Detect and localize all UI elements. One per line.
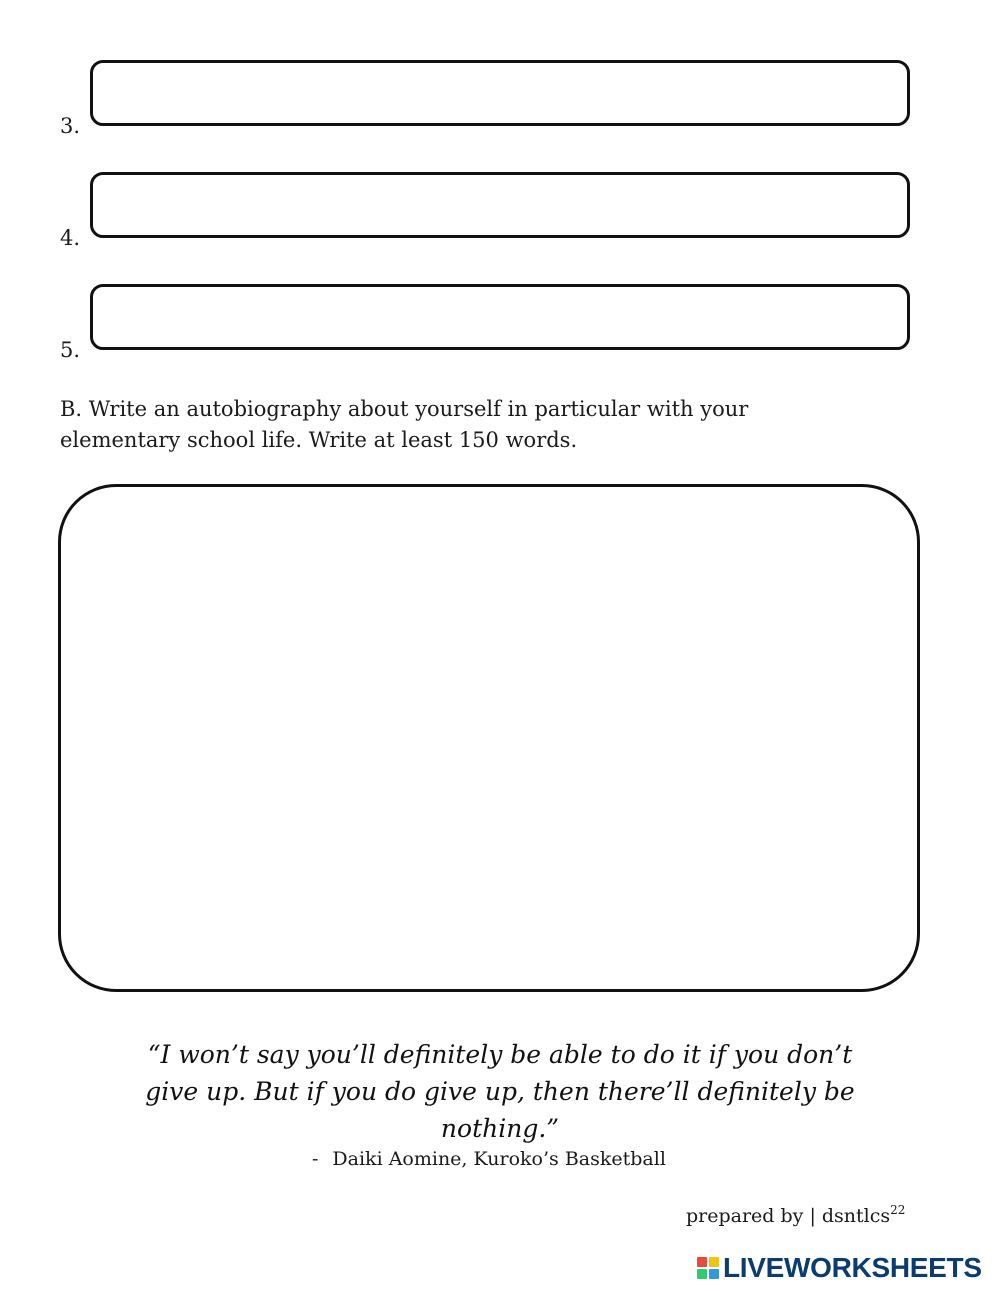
credit-superscript: 22	[890, 1203, 906, 1217]
prepared-by-credit	[686, 1204, 905, 1226]
quote	[70, 1036, 930, 1147]
question-number-3: 3.	[60, 114, 81, 138]
quote-line-3: nothing.”	[440, 1114, 560, 1143]
liveworksheets-logo-icon	[697, 1257, 719, 1279]
answer-input-4[interactable]	[90, 172, 910, 238]
autobiography-answer-box[interactable]	[58, 484, 920, 992]
logo-square-red	[697, 1257, 707, 1267]
instructions-line-1: B. Write an autobiography about yourself in particular with your	[60, 397, 749, 421]
answer-input-3[interactable]	[90, 60, 910, 126]
question-number-4: 4.	[60, 226, 81, 250]
quote-attribution	[312, 1150, 666, 1169]
attribution-text: Daiki Aomine, Kuroko’s Basketball	[332, 1148, 666, 1170]
instructions-line-2: elementary school life. Write at least 150 words.	[60, 428, 578, 452]
liveworksheets-brand-text: LIVEWORKSHEETS	[723, 1252, 982, 1283]
quote-line-2: give up. But if you do give up, then there’ll definitely be	[145, 1077, 855, 1106]
logo-square-green	[697, 1269, 707, 1279]
logo-square-yellow	[709, 1257, 719, 1267]
attribution-dash: -	[312, 1148, 319, 1170]
logo-square-blue	[709, 1269, 719, 1279]
section-b-instructions	[60, 394, 920, 456]
credit-text: prepared by | dsntlcs	[686, 1205, 891, 1227]
question-number-5: 5.	[60, 338, 81, 362]
answer-input-5[interactable]	[90, 284, 910, 350]
liveworksheets-logo	[697, 1252, 982, 1284]
quote-line-1: “I won’t say you’ll definitely be able to do it if you don’t	[147, 1040, 853, 1069]
